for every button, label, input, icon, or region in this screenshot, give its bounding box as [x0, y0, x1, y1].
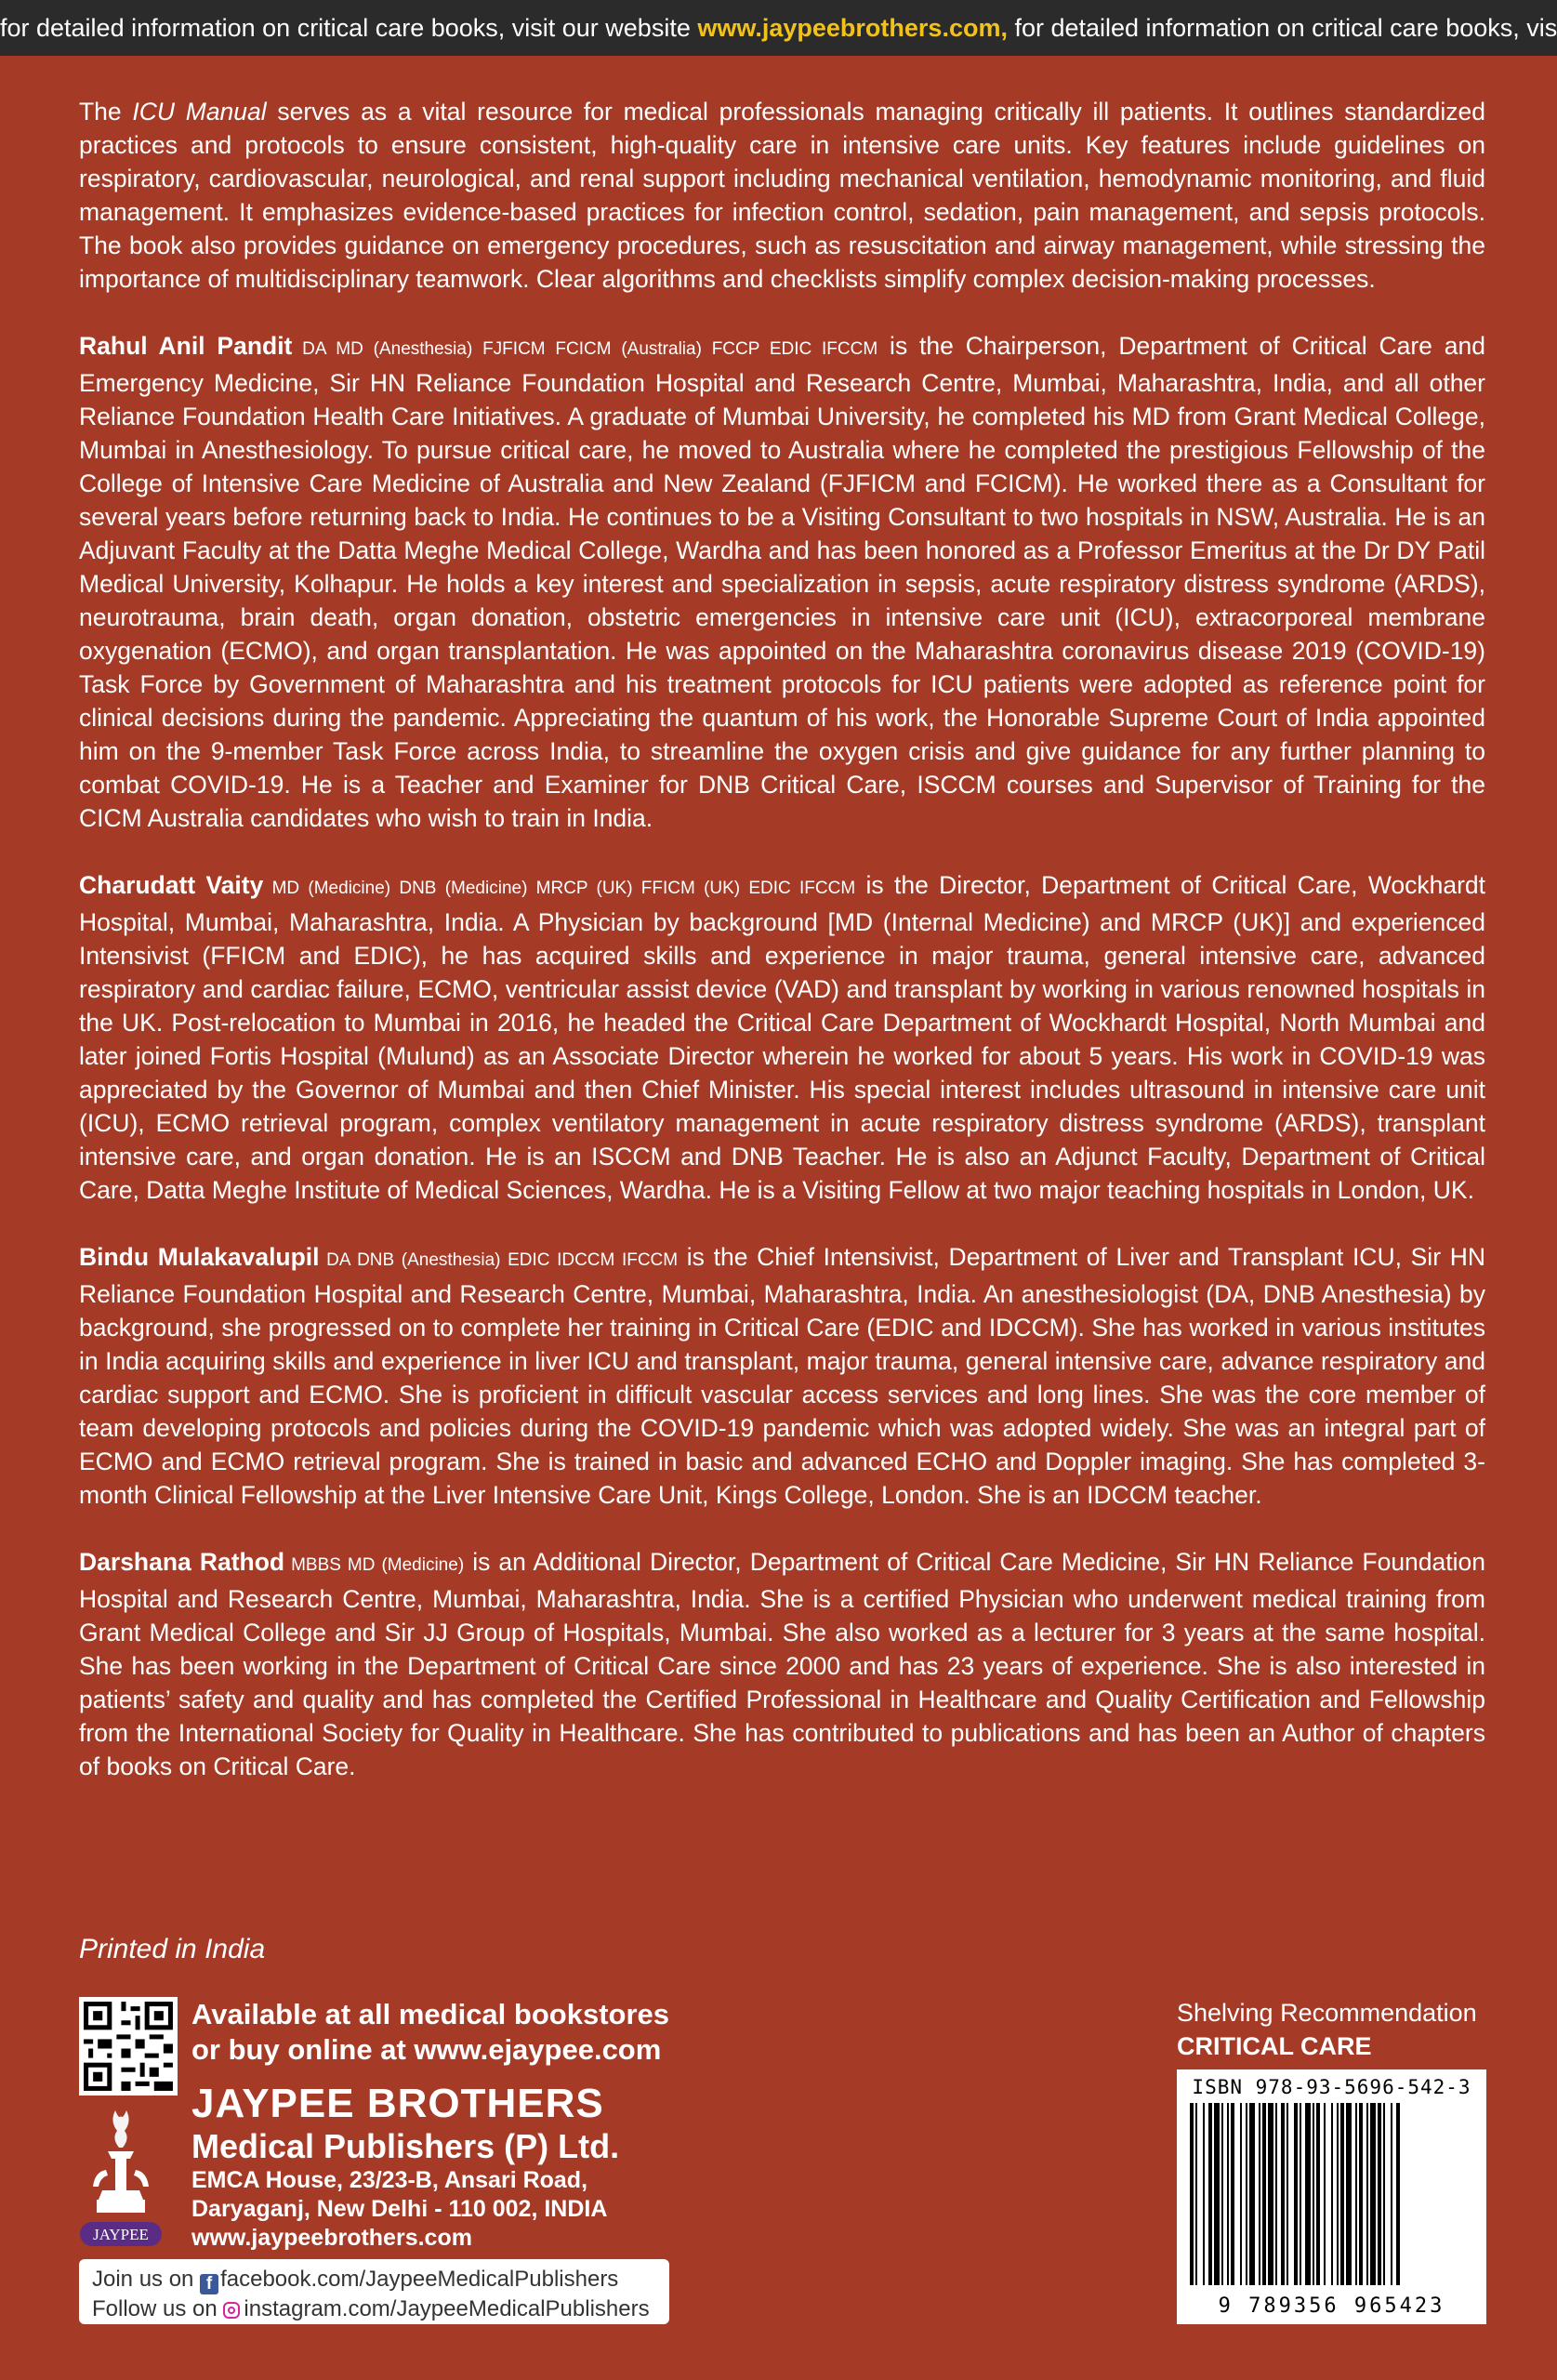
- book-title: ICU Manual: [132, 98, 267, 126]
- back-cover-text: [79, 95, 1485, 1817]
- instagram-icon: [223, 2302, 240, 2319]
- shelving-category: CRITICAL CARE: [1177, 2032, 1372, 2060]
- top-banner: [0, 0, 1557, 56]
- author-name: Rahul Anil Pandit: [79, 332, 293, 360]
- facebook-url[interactable]: facebook.com/JaypeeMedicalPublishers: [220, 2267, 619, 2292]
- isbn-digits: 9 789356 965423: [1218, 2294, 1445, 2318]
- author-credentials: DA MD (Anesthesia) FJFICM FCICM (Australia) FCCP EDIC IFCCM: [292, 339, 878, 359]
- publisher-website[interactable]: www.jaypeebrothers.com: [191, 2225, 472, 2251]
- banner-text-repeat: for detailed information on critical care books, vis: [1007, 14, 1557, 42]
- publisher-address-line: EMCA House, 23/23-B, Ansari Road,: [191, 2167, 588, 2193]
- author-credentials: DA DNB (Anesthesia) EDIC IDCCM IFCCM: [319, 1250, 679, 1270]
- author-bio-text: is the Chairperson, Department of Critical Care and Emergency Medicine, Sir HN Reliance Foundation Hospital and Research Centre, Mumbai, Maharashtra, India, and all other Reliance Foundation Health Care Initiatives. A graduate of Mumbai University, he completed his MD from Grant Medical College, Mumbai in Anesthesiology. To pursue critical care, he moved to Australia where he completed the prestigious Fellowship of the College of Intensive Care Medicine of Australia and New Zealand (FJFICM and FCICM). He worked there as a Consultant for several years before returning back to India. He continues to be a Visiting Consultant to two hospitals in NSW, Australia. He is an Adjuvant Faculty at the Datta Meghe Medical College, Wardha and has been honored as a Professor Emeritus at the Dr DY Patil Medical University, Kolhapur. He holds a key interest and specialization in sepsis, acute respiratory distress syndrome (ARDS), neurotrauma, brain death, organ donation, obstetric emergencies in intensive care unit (ICU), extracorporeal membrane oxygenation (ECMO), and organ transplantation. He was appointed on the Maharashtra coronavirus disease 2019 (COVID-19) Task Force by Government of Maharashtra and his treatment protocols for ICU patients were adopted as reference point for clinical decisions during the pandemic. Appreciating the quantum of his work, the Honorable Supreme Court of India appointed him on the 9-member Task Force across India, to streamline the oxygen crisis and give guidance for any further planning to combat COVID-19. He is a Teacher and Examiner for DNB Critical Care, ISCCM courses and Supervisor of Training for the CICM Australia candidates who wish to train in India.: [79, 332, 1485, 832]
- jaypee-logo-icon: [78, 2103, 164, 2250]
- author-bio-text: is the Director, Department of Critical Care, Wockhardt Hospital, Mumbai, Maharashtra, India. A Physician by background [MD (Internal Medicine) and MRCP (UK)] and experienced Intensivist (FFICM and EDIC), he has acquired skills and experience in major trauma, general intensive care, advanced respiratory and cardiac failure, ECMO, ventricular assist device (VAD) and transplant by working in various renowned hospitals in the UK. Post-relocation to Mumbai in 2016, he headed the Critical Care Department of Wockhardt Hospital, North Mumbai and later joined Fortis Hospital (Mulund) as an Associate Director wherein he worked for about 5 years. His work in COVID-19 was appreciated by the Governor of Mumbai and then Chief Minister. His special interest includes ultrasound in intensive care unit (ICU), ECMO retrieval program, complex ventilatory management in acute respiratory distress syndrome (ARDS), transplant intensive care, and organ donation. He is an ISCCM and DNB Teacher. He is also an Adjunct Faculty, Department of Critical Care, Datta Meghe Institute of Medical Sciences, Wardha. He is a Visiting Fellow at two major teaching hospitals in London, UK.: [79, 871, 1485, 1204]
- publisher-address-line: Daryaganj, New Delhi - 110 002, INDIA: [191, 2196, 608, 2222]
- printed-in-label: Printed in India: [79, 1934, 266, 1964]
- instagram-link-row[interactable]: Follow us on instagram.com/JaypeeMedicalPublishers: [92, 2296, 650, 2321]
- logo-text: JAYPEE: [93, 2226, 149, 2243]
- social-links: [79, 2259, 669, 2324]
- qr-code-icon[interactable]: [79, 1997, 178, 2096]
- facebook-link-row[interactable]: Join us on f facebook.com/JaypeeMedicalPublishers: [92, 2267, 619, 2294]
- author-name: Charudatt Vaity: [79, 871, 264, 899]
- author-bio: [79, 868, 1485, 1207]
- isbn-label: ISBN 978-93-5696-542-3: [1192, 2076, 1471, 2098]
- barcode-icon: [1182, 2099, 1481, 2291]
- author-bio: [79, 1240, 1485, 1512]
- author-bio: [79, 329, 1485, 835]
- shelving-label: Shelving Recommendation: [1177, 1999, 1477, 2027]
- availability-notice: [191, 1997, 669, 2068]
- publisher-name: JAYPEE BROTHERS: [191, 2081, 604, 2126]
- shelving-recommendation: [1177, 1996, 1477, 2063]
- author-bio: [79, 1545, 1485, 1783]
- instagram-url[interactable]: instagram.com/JaypeeMedicalPublishers: [244, 2296, 650, 2321]
- author-name: Darshana Rathod: [79, 1548, 285, 1576]
- publisher-subname: Medical Publishers (P) Ltd.: [191, 2127, 620, 2165]
- book-description: The ICU Manual serves as a vital resource for medical professionals managing critically ill patients. It outlines standardized practices and protocols to ensure consistent, high-quality care in intensive care units. Key features include guidelines on respiratory, cardiovascular, neurological, and renal support including mechanical ventilation, hemodynamic monitoring, and fluid management. It emphasizes evidence-based practices for infection control, sedation, pain management, and sepsis protocols. The book also provides guidance on emergency procedures, such as resuscitation and airway management, while stressing the importance of multidisciplinary teamwork. Clear algorithms and checklists simplify complex decision-making processes.: [79, 98, 1485, 293]
- author-bio-text: is an Additional Director, Department of Critical Care Medicine, Sir HN Reliance Foundation Hospital and Research Centre, Mumbai, Maharashtra, India. She is a certified Physician who underwent medical training from Grant Medical College and Sir JJ Group of Hospitals, Mumbai. She also worked as a lecturer for 3 years at the same hospital. She has been working in the Department of Critical Care since 2000 and has 23 years of experience. She is also interested in patients’ safety and quality and has completed the Certified Professional in Healthcare and Quality Certification and Fellowship from the International Society for Quality in Healthcare. She has contributed to publications and has been an Author of chapters of books on Critical Care.: [79, 1548, 1485, 1780]
- author-name: Bindu Mulakavalupil: [79, 1243, 320, 1271]
- facebook-icon: f: [200, 2274, 218, 2294]
- banner-text: for detailed information on critical care books, visit our website: [0, 14, 698, 42]
- availability-line-online[interactable]: or buy online at www.ejaypee.com: [191, 2033, 662, 2066]
- banner-url[interactable]: www.jaypeebrothers.com,: [697, 14, 1008, 42]
- publisher-block: [191, 2081, 619, 2253]
- author-credentials: MD (Medicine) DNB (Medicine) MRCP (UK) FFICM (UK) EDIC IFCCM: [263, 879, 856, 898]
- availability-line: Available at all medical bookstores: [191, 1998, 669, 2030]
- author-credentials: MBBS MD (Medicine): [284, 1555, 465, 1575]
- isbn-barcode: [1177, 2069, 1486, 2324]
- author-bio-text: is the Chief Intensivist, Department of Liver and Transplant ICU, Sir HN Reliance Foundation Hospital and Research Centre, Mumbai, Maharashtra, India. An anesthesiologist (DA, DNB Anesthesia) by background, she progressed on to complete her training in Critical Care (EDIC and IDCCM). She has worked in various institutes in India acquiring skills and experience in liver ICU and transplant, major trauma, general intensive care, advance respiratory and cardiac support and ECMO. She is proficient in difficult vascular access services and long lines. She was the core member of team developing protocols and policies during the COVID-19 pandemic which was adopted widely. She was an integral part of ECMO and ECMO retrieval program. She is trained in basic and advanced ECHO and Doppler imaging. She has completed 3-month Clinical Fellowship at the Liver Intensive Care Unit, Kings College, London. She is an IDCCM teacher.: [79, 1243, 1485, 1509]
